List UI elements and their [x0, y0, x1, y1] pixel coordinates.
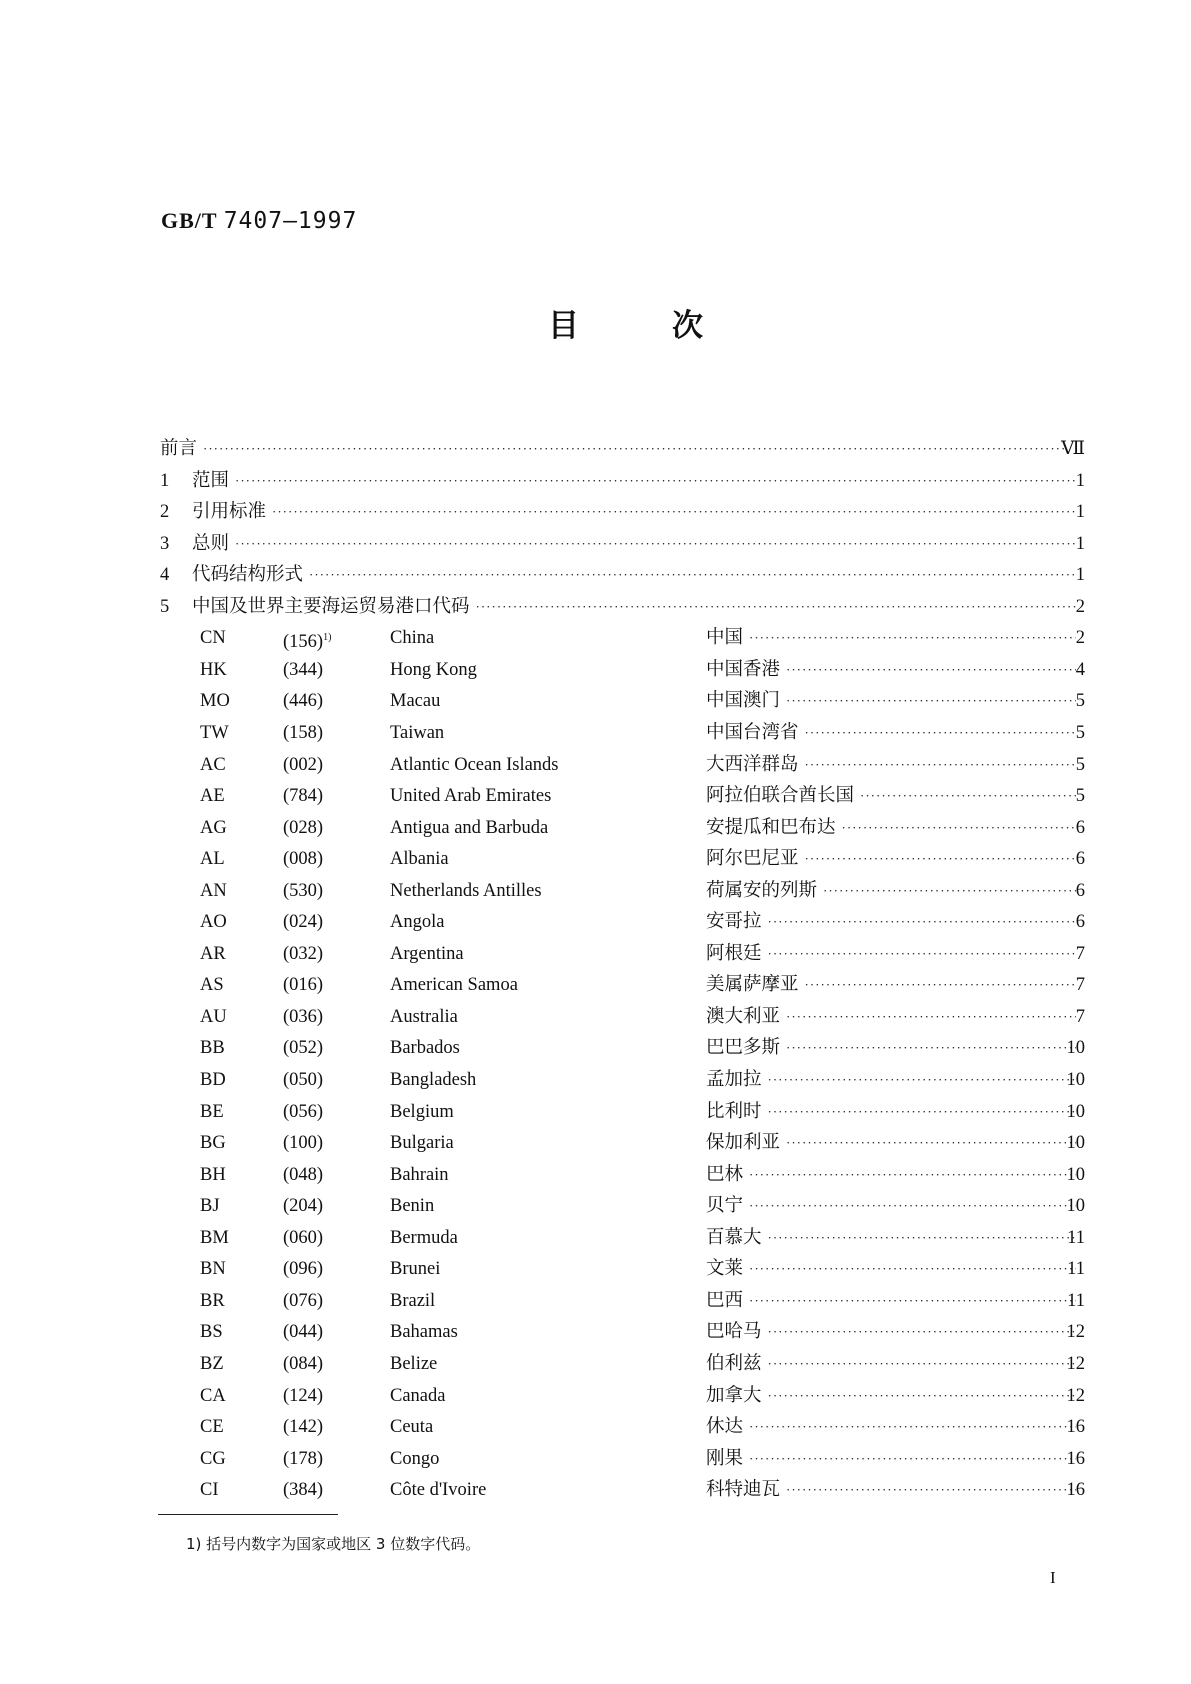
- numeric-code-value: (142): [283, 1417, 324, 1438]
- entry-page: 10: [1066, 1070, 1085, 1090]
- section-heading: [160, 434, 1082, 464]
- toc-entry[interactable]: [0, 876, 1191, 906]
- chinese-name: 休达: [706, 1417, 744, 1438]
- toc-section[interactable]: [0, 592, 1191, 622]
- chinese-name: 中国澳门: [706, 691, 781, 712]
- country-code: AR: [200, 943, 226, 964]
- numeric-code: [283, 1223, 323, 1253]
- country-code: BR: [200, 1290, 225, 1311]
- english-name: Australia: [390, 1006, 458, 1027]
- chinese-name: 文莱: [706, 1259, 744, 1280]
- chinese-heading: [706, 907, 1082, 937]
- dot-leader: [786, 1002, 1076, 1032]
- numeric-code-value: (050): [283, 1070, 324, 1090]
- english-name: Belize: [390, 1353, 438, 1374]
- numeric-code-value: (032): [283, 943, 324, 964]
- numeric-code-value: (084): [283, 1353, 324, 1374]
- chinese-name: 巴林: [706, 1164, 744, 1185]
- dot-leader: [749, 1160, 1076, 1190]
- toc-entry[interactable]: [0, 1349, 1191, 1379]
- entry-page: 12: [1066, 1353, 1085, 1374]
- country-code: BZ: [200, 1353, 224, 1374]
- entry-page: 16: [1066, 1417, 1085, 1438]
- section-number: 3: [160, 533, 170, 554]
- chinese-heading: [706, 1033, 1082, 1063]
- section-label: 总则: [192, 533, 230, 554]
- entry-page: 11: [1067, 1259, 1085, 1280]
- country-code: TW: [200, 722, 229, 743]
- toc-entry[interactable]: [0, 1128, 1191, 1158]
- dot-leader: [786, 1128, 1076, 1158]
- chinese-name: 阿根廷: [706, 943, 762, 964]
- toc-entry[interactable]: [0, 1444, 1191, 1474]
- chinese-heading: [706, 1317, 1082, 1347]
- numeric-code-value: (124): [283, 1385, 324, 1406]
- dot-leader: [768, 1381, 1076, 1411]
- numeric-code: [283, 1191, 323, 1221]
- chinese-heading: [706, 718, 1082, 748]
- dot-leader: [749, 1444, 1076, 1474]
- english-name: Argentina: [390, 943, 464, 964]
- chinese-heading: [706, 1254, 1082, 1284]
- chinese-name: 科特迪瓦: [706, 1480, 781, 1501]
- country-code: BB: [200, 1038, 225, 1059]
- numeric-code: [283, 750, 323, 780]
- section-label: 代码结构形式: [192, 565, 304, 586]
- dot-leader: [805, 718, 1076, 748]
- country-code: BG: [200, 1133, 226, 1154]
- numeric-code-value: (076): [283, 1290, 324, 1311]
- numeric-code-value: (156): [283, 632, 324, 653]
- chinese-name: 荷属安的列斯: [706, 880, 818, 901]
- section-number: 2: [160, 502, 170, 523]
- numeric-code-value: (530): [283, 880, 324, 901]
- numeric-code: [283, 623, 331, 657]
- standard-number: [161, 208, 357, 234]
- country-code: HK: [200, 659, 227, 680]
- chinese-heading: [706, 1097, 1082, 1127]
- toc-entry[interactable]: [0, 939, 1191, 969]
- chinese-name: 澳大利亚: [706, 1006, 781, 1027]
- chinese-heading: [706, 1128, 1082, 1158]
- chinese-heading: [706, 781, 1082, 811]
- numeric-code-value: (002): [283, 754, 324, 775]
- numeric-code: [283, 907, 323, 937]
- chinese-name: 刚果: [706, 1448, 744, 1469]
- dot-leader: [749, 1412, 1076, 1442]
- numeric-code: [283, 781, 323, 811]
- country-code: BE: [200, 1101, 224, 1122]
- country-code: AG: [200, 817, 227, 838]
- numeric-code: [283, 1128, 323, 1158]
- dot-leader: [786, 686, 1076, 716]
- dot-leader: [786, 655, 1076, 685]
- chinese-heading: [706, 939, 1082, 969]
- toc-entry[interactable]: [0, 655, 1191, 685]
- numeric-code-value: (384): [283, 1480, 324, 1501]
- numeric-code: [283, 1412, 323, 1442]
- country-code: CG: [200, 1448, 226, 1469]
- dot-leader: [272, 497, 1076, 527]
- section-heading: [192, 560, 1082, 590]
- chinese-name: 巴巴多斯: [706, 1038, 781, 1059]
- english-name: Brazil: [390, 1290, 436, 1311]
- toc-entry[interactable]: [0, 781, 1191, 811]
- entry-page: 6: [1075, 912, 1085, 933]
- toc-entry[interactable]: [0, 1191, 1191, 1221]
- dot-leader: [768, 1223, 1076, 1253]
- numeric-code: [283, 1033, 323, 1063]
- chinese-name: 中国: [706, 628, 744, 649]
- chinese-heading: [706, 623, 1082, 653]
- section-page: 1: [1075, 502, 1085, 523]
- numeric-code-value: (784): [283, 786, 324, 807]
- country-code: BM: [200, 1227, 229, 1248]
- numeric-code-value: (016): [283, 975, 324, 996]
- country-code: AS: [200, 975, 224, 996]
- chinese-heading: [706, 686, 1082, 716]
- english-name: Belgium: [390, 1101, 454, 1122]
- numeric-code: [283, 970, 323, 1000]
- english-name: Taiwan: [390, 722, 445, 743]
- section-number: 1: [160, 470, 170, 491]
- dot-leader: [786, 1033, 1076, 1063]
- numeric-code: [283, 813, 323, 843]
- section-heading: [192, 592, 1082, 622]
- numeric-code: [283, 718, 323, 748]
- chinese-heading: [706, 1223, 1082, 1253]
- toc-entry[interactable]: [0, 718, 1191, 748]
- entry-page: 6: [1075, 849, 1085, 870]
- country-code: AO: [200, 912, 227, 933]
- numeric-code: [283, 655, 323, 685]
- entry-page: 16: [1066, 1448, 1085, 1469]
- entry-page: 4: [1075, 659, 1085, 680]
- country-code: AN: [200, 880, 227, 901]
- chinese-name: 伯利兹: [706, 1353, 762, 1374]
- english-name: Barbados: [390, 1038, 460, 1059]
- section-page: Ⅶ: [1061, 439, 1085, 459]
- toc-section[interactable]: [0, 560, 1191, 590]
- chinese-heading: [706, 1191, 1082, 1221]
- chinese-name: 中国台湾省: [706, 722, 799, 743]
- numeric-code: [283, 1286, 323, 1316]
- chinese-name: 安提瓜和巴布达: [706, 817, 836, 838]
- dot-leader: [805, 750, 1076, 780]
- chinese-name: 巴哈马: [706, 1322, 762, 1343]
- chinese-name: 中国香港: [706, 659, 781, 680]
- toc-entry[interactable]: [0, 1412, 1191, 1442]
- numeric-code-value: (158): [283, 722, 324, 743]
- dot-leader: [768, 1065, 1076, 1095]
- chinese-heading: [706, 1412, 1082, 1442]
- numeric-code: [283, 1002, 323, 1032]
- chinese-heading: [706, 876, 1082, 906]
- country-code: BN: [200, 1259, 226, 1280]
- toc-section[interactable]: [0, 529, 1191, 559]
- toc-entry[interactable]: [0, 1033, 1191, 1063]
- country-code: BH: [200, 1164, 226, 1185]
- numeric-code: [283, 1317, 323, 1347]
- entry-page: 12: [1066, 1322, 1085, 1343]
- english-name: Bangladesh: [390, 1070, 477, 1090]
- dot-leader: [768, 1317, 1076, 1347]
- chinese-heading: [706, 655, 1082, 685]
- dot-leader: [768, 907, 1076, 937]
- english-name: Congo: [390, 1448, 440, 1469]
- english-name: Hong Kong: [390, 659, 477, 680]
- chinese-heading: [706, 1286, 1082, 1316]
- toc-entry[interactable]: [0, 623, 1191, 653]
- dot-leader: [805, 844, 1076, 874]
- dot-leader: [768, 1097, 1076, 1127]
- section-heading: [192, 466, 1082, 496]
- english-name: Netherlands Antilles: [390, 880, 542, 901]
- english-name: Canada: [390, 1385, 446, 1406]
- entry-page: 5: [1075, 754, 1085, 775]
- chinese-heading: [706, 844, 1082, 874]
- numeric-code: [283, 686, 323, 716]
- section-label: 中国及世界主要海运贸易港口代码: [192, 596, 470, 617]
- numeric-code-value: (056): [283, 1101, 324, 1122]
- entry-page: 6: [1075, 880, 1085, 901]
- entry-page: 11: [1067, 1290, 1085, 1311]
- country-code: CE: [200, 1417, 224, 1438]
- chinese-name: 巴西: [706, 1290, 744, 1311]
- english-name: Angola: [390, 912, 445, 933]
- entry-page: 6: [1075, 817, 1085, 838]
- country-code: BS: [200, 1322, 223, 1343]
- toc-entry[interactable]: [0, 1475, 1191, 1505]
- english-name: Brunei: [390, 1259, 441, 1280]
- section-page: 1: [1075, 533, 1085, 554]
- numeric-code-value: (048): [283, 1164, 324, 1185]
- dot-leader: [805, 970, 1076, 1000]
- dot-leader: [842, 813, 1076, 843]
- page-number: I: [1050, 1568, 1056, 1587]
- country-code: MO: [200, 691, 230, 712]
- english-name: Bermuda: [390, 1227, 458, 1248]
- section-number: 4: [160, 565, 170, 586]
- dot-leader: [823, 876, 1076, 906]
- numeric-code: [283, 1097, 323, 1127]
- country-code: CA: [200, 1385, 226, 1406]
- chinese-heading: [706, 970, 1082, 1000]
- chinese-name: 比利时: [706, 1101, 762, 1122]
- english-name: American Samoa: [390, 975, 518, 996]
- chinese-name: 美属萨摩亚: [706, 975, 799, 996]
- section-page: 2: [1075, 596, 1085, 617]
- entry-page: 11: [1067, 1227, 1085, 1248]
- numeric-code-value: (096): [283, 1259, 324, 1280]
- toc-section[interactable]: [0, 497, 1191, 527]
- numeric-code: [283, 876, 323, 906]
- english-name: Côte d'Ivoire: [390, 1480, 487, 1501]
- country-code: AE: [200, 786, 225, 807]
- standard-prefix: GB/T: [161, 208, 218, 233]
- country-code: AU: [200, 1006, 227, 1027]
- numeric-code: [283, 1444, 323, 1474]
- section-heading: [192, 497, 1082, 527]
- country-code: CI: [200, 1480, 219, 1501]
- chinese-name: 保加利亚: [706, 1133, 781, 1154]
- numeric-code-value: (204): [283, 1196, 324, 1217]
- dot-leader: [235, 466, 1076, 496]
- english-name: Antigua and Barbuda: [390, 817, 549, 838]
- entry-page: 10: [1066, 1164, 1085, 1185]
- chinese-name: 加拿大: [706, 1385, 762, 1406]
- chinese-name: 阿尔巴尼亚: [706, 849, 799, 870]
- dot-leader: [860, 781, 1076, 811]
- numeric-code-value: (178): [283, 1448, 324, 1469]
- english-name: Macau: [390, 691, 441, 712]
- chinese-heading: [706, 1002, 1082, 1032]
- chinese-name: 阿拉伯联合酋长国: [706, 786, 855, 807]
- numeric-code-value: (344): [283, 659, 324, 680]
- numeric-code-value: (028): [283, 817, 324, 838]
- numeric-code: [283, 939, 323, 969]
- toc-entry[interactable]: [0, 1317, 1191, 1347]
- numeric-code-value: (060): [283, 1227, 324, 1248]
- country-code: AL: [200, 849, 225, 870]
- dot-leader: [749, 623, 1076, 653]
- toc-entry[interactable]: [0, 1223, 1191, 1253]
- entry-page: 7: [1075, 1006, 1085, 1027]
- toc-entry[interactable]: [0, 1097, 1191, 1127]
- chinese-heading: [706, 1160, 1082, 1190]
- standard-code: 7407—1997: [223, 208, 358, 234]
- numeric-code-value: (052): [283, 1038, 324, 1059]
- footnote: 1) 括号内数字为国家或地区 3 位数字代码。: [186, 1535, 481, 1553]
- numeric-code: [283, 1065, 323, 1095]
- section-label: 范围: [192, 470, 230, 491]
- toc-entry[interactable]: [0, 1160, 1191, 1190]
- english-name: China: [390, 628, 435, 649]
- numeric-code-value: (044): [283, 1322, 324, 1343]
- entry-page: 16: [1066, 1480, 1085, 1501]
- page-title-char-1: 目: [548, 308, 579, 344]
- entry-page: 10: [1066, 1038, 1085, 1059]
- toc-entry[interactable]: [0, 907, 1191, 937]
- english-name: United Arab Emirates: [390, 786, 552, 807]
- dot-leader: [749, 1286, 1076, 1316]
- english-name: Benin: [390, 1196, 435, 1217]
- numeric-code: [283, 1160, 323, 1190]
- chinese-heading: [706, 1065, 1082, 1095]
- dot-leader: [309, 560, 1076, 590]
- country-code: BJ: [200, 1196, 220, 1217]
- dot-leader: [235, 529, 1076, 559]
- dot-leader: [749, 1191, 1076, 1221]
- footnote-ref: 1): [323, 632, 332, 644]
- entry-page: 7: [1075, 943, 1085, 964]
- section-heading: [192, 529, 1082, 559]
- section-label: 引用标准: [192, 502, 267, 523]
- english-name: Atlantic Ocean Islands: [390, 754, 559, 775]
- section-page: 1: [1075, 565, 1085, 586]
- toc-entry[interactable]: [0, 844, 1191, 874]
- english-name: Albania: [390, 849, 449, 870]
- toc-section[interactable]: [0, 434, 1191, 464]
- toc-entry[interactable]: [0, 1254, 1191, 1284]
- chinese-heading: [706, 813, 1082, 843]
- dot-leader: [476, 592, 1076, 622]
- numeric-code-value: (036): [283, 1006, 324, 1027]
- entry-page: 10: [1066, 1133, 1085, 1154]
- numeric-code-value: (446): [283, 691, 324, 712]
- english-name: Ceuta: [390, 1417, 434, 1438]
- dot-leader: [786, 1475, 1076, 1505]
- chinese-heading: [706, 1444, 1082, 1474]
- entry-page: 7: [1075, 975, 1085, 996]
- chinese-name: 百慕大: [706, 1227, 762, 1248]
- entry-page: 5: [1075, 691, 1085, 712]
- entry-page: 5: [1075, 786, 1085, 807]
- entry-page: 12: [1066, 1385, 1085, 1406]
- chinese-heading: [706, 750, 1082, 780]
- entry-page: 5: [1075, 722, 1085, 743]
- numeric-code: [283, 844, 323, 874]
- chinese-name: 安哥拉: [706, 912, 762, 933]
- chinese-heading: [706, 1475, 1082, 1505]
- english-name: Bahamas: [390, 1322, 458, 1343]
- toc-entry[interactable]: [0, 686, 1191, 716]
- numeric-code-value: (100): [283, 1133, 324, 1154]
- toc-entry[interactable]: [0, 1002, 1191, 1032]
- dot-leader: [768, 939, 1076, 969]
- section-label: 前言: [160, 439, 198, 459]
- english-name: Bulgaria: [390, 1133, 454, 1154]
- numeric-code: [283, 1381, 323, 1411]
- numeric-code: [283, 1349, 323, 1379]
- english-name: Bahrain: [390, 1164, 449, 1185]
- toc-section[interactable]: [0, 466, 1191, 496]
- section-number: 5: [160, 596, 170, 617]
- chinese-heading: [706, 1349, 1082, 1379]
- toc-entry[interactable]: [0, 1065, 1191, 1095]
- section-page: 1: [1075, 470, 1085, 491]
- dot-leader: [749, 1254, 1076, 1284]
- chinese-name: 大西洋群岛: [706, 754, 799, 775]
- toc-entry[interactable]: [0, 1286, 1191, 1316]
- chinese-name: 贝宁: [706, 1196, 744, 1217]
- country-code: AC: [200, 754, 226, 775]
- entry-page: 10: [1066, 1101, 1085, 1122]
- entry-page: 10: [1066, 1196, 1085, 1217]
- chinese-name: 孟加拉: [706, 1070, 762, 1090]
- chinese-heading: [706, 1381, 1082, 1411]
- numeric-code-value: (008): [283, 849, 324, 870]
- dot-leader: [768, 1349, 1076, 1379]
- numeric-code: [283, 1475, 323, 1505]
- toc-entry[interactable]: [0, 970, 1191, 1000]
- numeric-code: [283, 1254, 323, 1284]
- dot-leader: [203, 434, 1076, 464]
- country-code: BD: [200, 1070, 226, 1090]
- page-title-char-2: 次: [672, 308, 703, 344]
- country-code: CN: [200, 628, 226, 649]
- toc-entry[interactable]: [0, 813, 1191, 843]
- footnote-divider: [158, 1514, 338, 1515]
- numeric-code-value: (024): [283, 912, 324, 933]
- toc-entry[interactable]: [0, 1381, 1191, 1411]
- entry-page: 2: [1075, 628, 1085, 649]
- toc-entry[interactable]: [0, 750, 1191, 780]
